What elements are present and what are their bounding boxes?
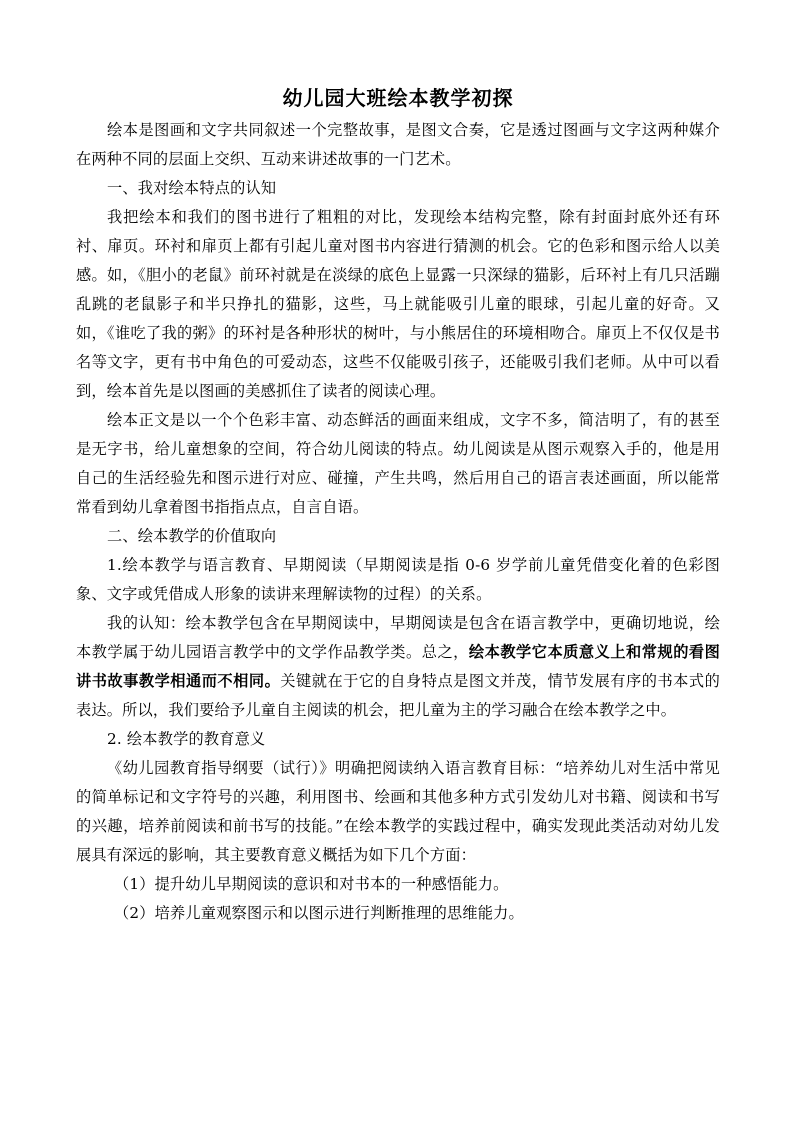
subsection-heading-significance: 2. 绘本教学的教育意义 [107, 730, 266, 748]
body-paragraph-guideline: 《幼儿园教育指导纲要（试行）》明确把阅读纳入语言教育目标：“培养幼儿对生活中常见的简单标记和文字符号的兴趣，利用图书、绘画和其他多种方式引发幼儿对书籍、阅读和书写的兴趣，培养前阅读和前书写的技能。”在绘本教学的实践过程中，确实发现此类活动对幼儿发展具有深远的影响，其主要教育意义概括为如下几个方面： [76, 759, 720, 864]
section-heading-1: 一、我对绘本特点的认知 [107, 179, 277, 197]
body-paragraph-cognition [76, 609, 720, 725]
cognition-text-end: 关键就在于它的自身特点是图文并茂，情节发展有序的书本式的表达。所以，我们要给予儿童自主阅读的机会，把儿童为主的学习融合在绘本教学之中。 [76, 672, 720, 719]
body-paragraph-text-body: 绘本正文是以一个个色彩丰富、动态鲜活的画面来组成，文字不多，简洁明了，有的甚至是无字书，给儿童想象的空间，符合幼儿阅读的特点。幼儿阅读是从图示观察入手的，他是用自己的生活经验先和图示进行对应、碰撞，产生共鸣，然后用自己的语言表述画面，所以能常常看到幼儿拿着图书指指点点，自言自语。 [76, 411, 720, 516]
intro-paragraph: 绘本是图画和文字共同叙述一个完整故事，是图文合奏，它是透过图画与文字这两种媒介在两种不同的层面上交织、互动来讲述故事的一门艺术。 [76, 121, 720, 168]
document-page [76, 84, 720, 928]
cognition-bold-statement: 绘本教学它本质意义上和常规的看图讲书故事教学相通而不相同。 [76, 643, 721, 690]
section-heading-2: 二、绘本教学的价值取向 [107, 527, 277, 545]
cognition-text-start: 我的认知：绘本教学包含在早期阅读中，早期阅读是包含在语言教学中，更确切地说，绘本教学属于幼儿园语言教学中的文学作品教学类。总之， [76, 614, 720, 661]
body-paragraph-features: 我把绘本和我们的图书进行了粗粗的对比，发现绘本结构完整，除有封面封底外还有环衬、扉页。环衬和扉页上都有引起儿童对图书内容进行猜测的机会。它的色彩和图示给人以美感。如，《胆小的老鼠》前环衬就是在淡绿的底色上显露一只深绿的猫影，后环衬上有几只活蹦乱跳的老鼠影子和半只挣扎的猫影，这些，马上就能吸引儿童的眼球，引起儿童的好奇。又如，《谁吃了我的粥》的环衬是各种形状的树叶，与小熊居住的环境相吻合。扉页上不仅仅是书名等文字，更有书中角色的可爱动态，这些不仅能吸引孩子，还能吸引我们老师。从中可以看到，绘本首先是以图画的美感抓住了读者的阅读心理。 [76, 208, 720, 400]
list-item-1: （1）提升幼儿早期阅读的意识和对书本的一种感悟能力。 [114, 875, 509, 893]
body-paragraph-relation: 1.绘本教学与语言教育、早期阅读（早期阅读是指 0-6 岁学前儿童凭借变化着的色彩图象、文字或凭借成人形象的读讲来理解读物的过程）的关系。 [76, 556, 720, 603]
list-item-2: （2）培养儿童观察图示和以图示进行判断推理的思维能力。 [114, 904, 524, 922]
document-title: 幼儿园大班绘本教学初探 [282, 86, 514, 110]
